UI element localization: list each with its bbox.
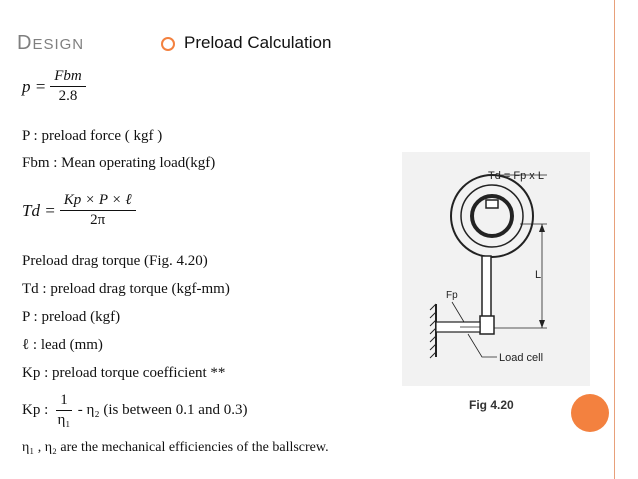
dim-arrow-top [539,224,545,232]
formula-preload-numerator: Fbm [50,68,86,87]
def-kp: Kp : preload torque coefficient ** [22,365,226,381]
formula-preload-denominator: 2.8 [58,88,78,104]
figure-length-label: L [535,269,542,281]
formula-torque-numerator: Kp × P × ℓ [60,192,136,211]
formula-kp-denominator: η₁ [57,412,71,428]
title-first-letter: D [17,32,33,54]
def-preload-force: P : preload force ( kgf ) [22,128,163,144]
formula-kp-lhs: Kp : [22,402,49,418]
formula-kp-rest: - η₂ (is between 0.1 and 0.3) [77,402,248,418]
formula-torque [22,192,136,229]
figure-cell-label: Load cell [499,352,544,364]
right-rule [614,0,615,479]
figure-caption: Fig 4.20 [469,398,514,412]
formula-preload [22,68,86,105]
def-td: Td : preload drag torque (kgf-mm) [22,281,230,297]
formula-preload-fraction [50,68,86,105]
outer-disc [451,175,533,257]
cell-leader [468,334,497,357]
def-preload: P : preload (kgf) [22,309,121,325]
load-cell-diagram [402,152,590,386]
accent-dot [571,394,609,432]
formula-preload-lhs: p = [22,76,47,96]
formula-torque-lhs: Td = [22,200,56,220]
def-lead: ℓ : lead (mm) [22,337,103,353]
figure-force-label: Fp [446,290,458,301]
arm-end [480,316,494,334]
force-leader [452,302,464,322]
figure-4-20 [402,152,590,386]
title-rest: ESIGN [32,36,85,53]
dim-arrow-bottom [539,320,545,328]
keyway [486,200,498,208]
figure-top-label: Td = Fp x L [488,170,544,182]
def-drag-torque-heading: Preload drag torque (Fig. 4.20) [22,253,208,269]
def-efficiencies: η₁ , η₂ are the mechanical efficiencies of the ballscrew. [22,440,329,455]
bullet-text: Preload Calculation [184,33,332,52]
def-mean-load: Fbm : Mean operating load(kgf) [22,155,216,171]
bullet-item [158,33,331,53]
formula-torque-denominator: 2π [90,212,106,228]
formula-kp-fraction [56,392,72,429]
formula-kp-numerator: 1 [56,392,72,411]
formula-torque-fraction [60,192,136,229]
formula-kp [22,392,247,429]
circle-bullet-icon [158,34,176,52]
slide-title [17,32,84,55]
